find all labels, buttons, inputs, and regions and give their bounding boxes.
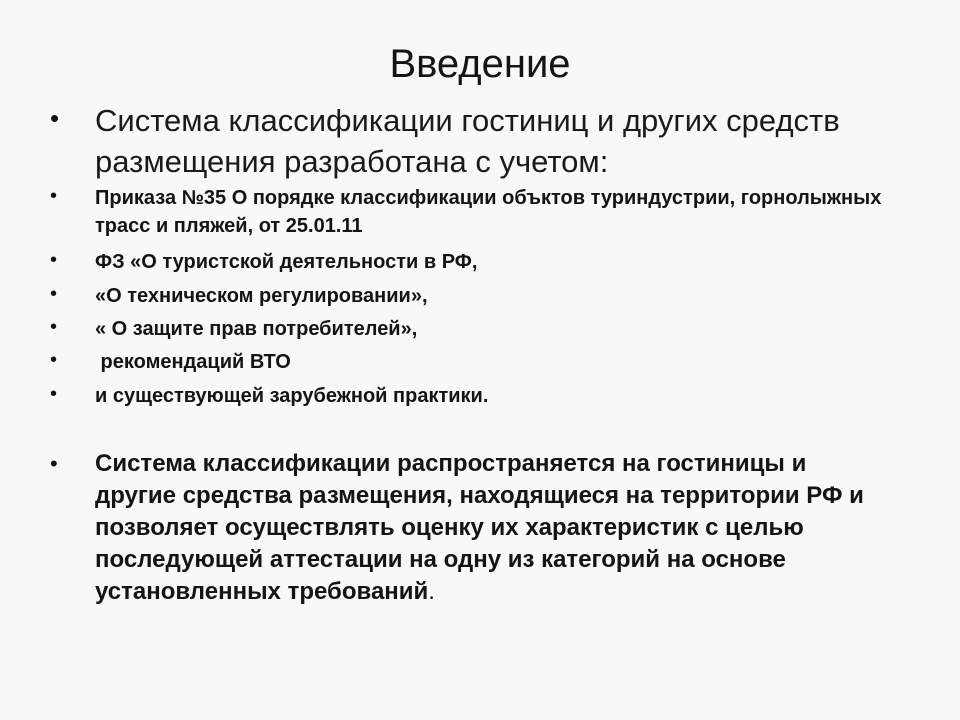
bullet-icon: • [50, 249, 58, 271]
bullet-icon: • [50, 451, 58, 476]
bullet-icon: • [50, 283, 58, 305]
bullet-icon: • [50, 383, 58, 405]
slide-title: Введение [389, 42, 571, 86]
classification-paragraph [95, 448, 885, 608]
subitem-consumer-rights: « О защите прав потребителей», [95, 318, 418, 340]
bullet-icon: • [50, 103, 60, 133]
subitem-tourism-law: ФЗ «О туристской деятельности в РФ, [95, 251, 478, 273]
paragraph-end: . [428, 578, 435, 605]
subitem-wto: рекомендаций ВТО [95, 351, 291, 373]
paragraph-text: Система классификации распространяется на гостиницы и другие средства размещения, находящиеся на территории РФ и позволяет осуществлять оценку их характеристик с целью последующей аттестации на одну из категорий на основе установленных требований [95, 450, 864, 605]
bullet-icon: • [50, 316, 58, 338]
subitem-foreign-practice: и существующей зарубежной практики. [95, 385, 489, 407]
subitem-order-35: Приказа №35 О порядке классификации объктов туриндустрии, горнолыжных трасс и пляжей, от 25.01.11 [95, 187, 882, 237]
bullet-icon: • [50, 349, 58, 371]
bullet-icon: • [50, 185, 58, 207]
intro-text: Система классификации гостиниц и других средств размещения разработана с учетом: [95, 103, 840, 179]
subitem-tech-regulation: «О техническом регулировании», [95, 285, 428, 307]
